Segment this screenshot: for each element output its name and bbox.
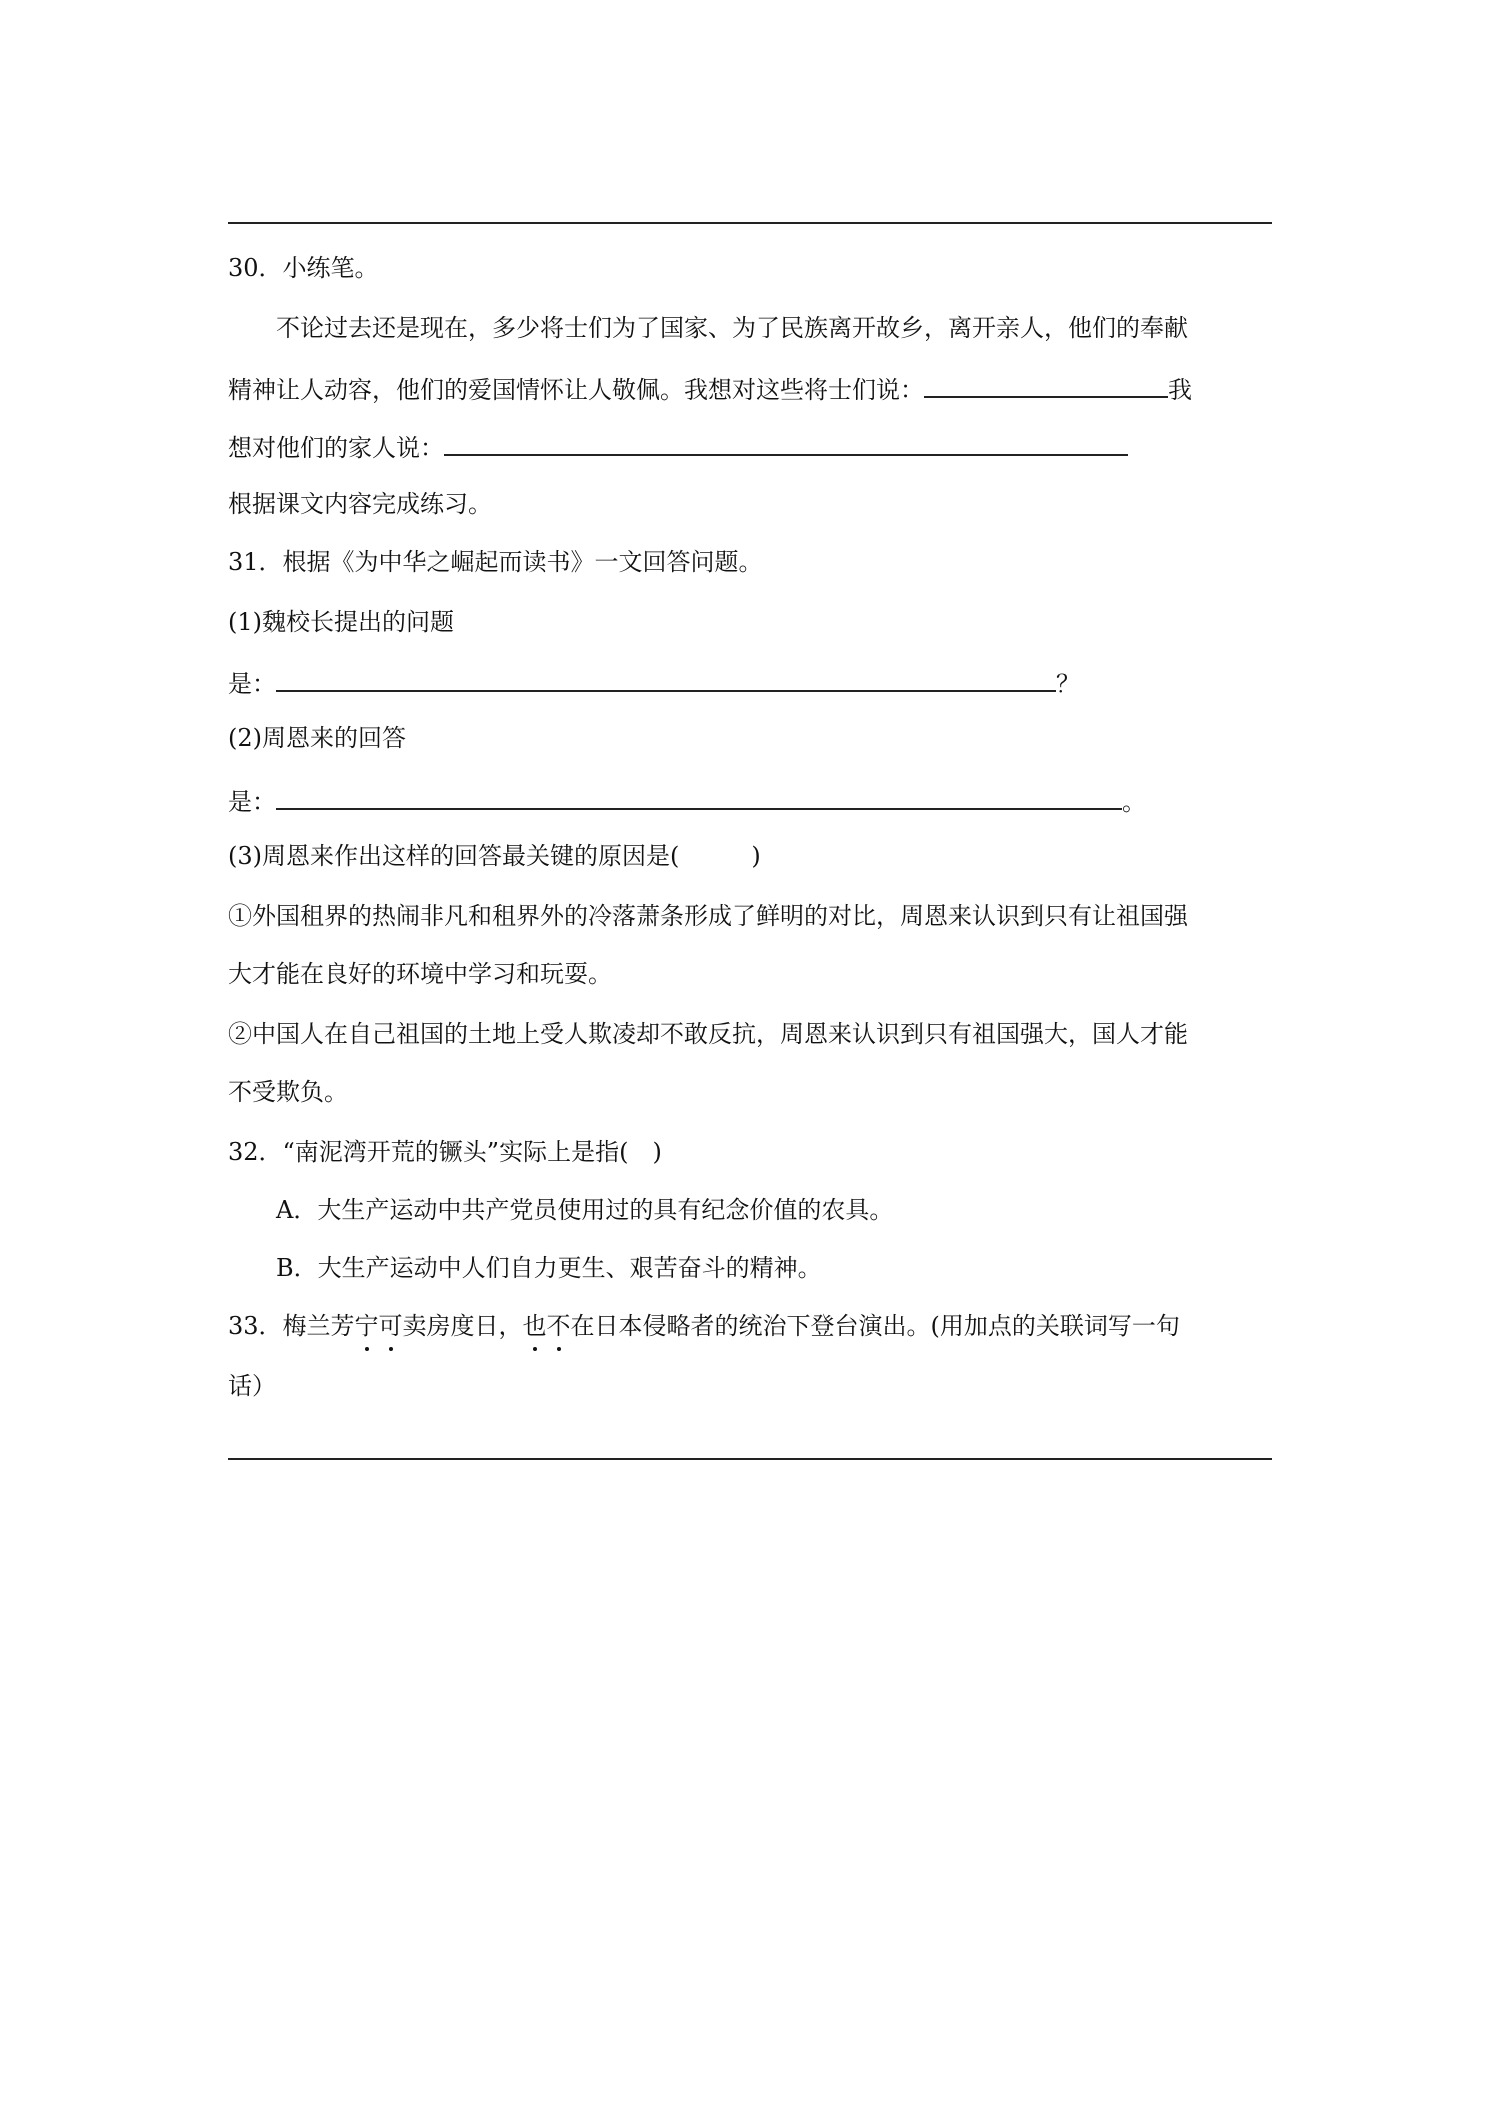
q31-option2-line2: 不受欺负。 — [228, 1078, 348, 1106]
q30-line2-text: 精神让人动容，他们的爱国情怀让人敬佩。我想对这些将士们说： — [228, 376, 924, 404]
q30-line2-tail: 我 — [1168, 376, 1192, 404]
q30-paragraph-line3 — [228, 428, 1272, 464]
q33-seg3: 在日本侵略者的统治下登台演出。(用加点的关联词写一句 — [570, 1312, 1180, 1340]
q31-option1-line1: ①外国租界的热闹非凡和租界外的冷落萧条形成了鲜明的对比，周恩来认识到只有让祖国强 — [228, 902, 1188, 930]
q32-question: 32．“南泥湾开荒的镢头”实际上是指( ) — [228, 1138, 662, 1166]
q31-sub2-answer — [228, 782, 1272, 818]
q33-seg1: 33．梅兰芳 — [228, 1312, 355, 1340]
q33-answer-line[interactable] — [228, 1458, 1272, 1460]
q31-sub2-label: (2)周恩来的回答 — [228, 724, 406, 752]
q30-line3-text: 想对他们的家人说： — [228, 434, 444, 462]
q33-dotted-char-3: 也 — [522, 1312, 547, 1340]
q31-sub2-answer-blank[interactable] — [276, 782, 1122, 810]
q30-paragraph-line2 — [228, 370, 1272, 406]
q30-title: 30．小练笔。 — [228, 254, 379, 282]
q31-sub1-answer — [228, 664, 1272, 700]
q31-option2-line1: ②中国人在自己祖国的土地上受人欺凌却不敢反抗，周恩来认识到只有祖国强大，国人才能 — [228, 1020, 1188, 1048]
q30-answer-blank-soldiers[interactable] — [924, 370, 1168, 398]
q33-seg2: 卖房度日， — [402, 1312, 523, 1340]
q33-question-line2: 话） — [228, 1372, 276, 1400]
q30-answer-blank-family[interactable] — [444, 428, 1128, 456]
q31-sub2-suffix: 。 — [1122, 788, 1146, 816]
q31-sub1-label: (1)魏校长提出的问题 — [228, 608, 454, 636]
q31-sub3-question: (3)周恩来作出这样的回答最关键的原因是( ) — [228, 842, 761, 870]
q33-dotted-char-4: 不 — [546, 1312, 571, 1340]
q33-dotted-char-1: 宁 — [354, 1312, 379, 1340]
q31-option1-line2: 大才能在良好的环境中学习和玩耍。 — [228, 960, 612, 988]
q31-sub1-suffix: ？ — [1056, 670, 1080, 698]
q30-paragraph-line1: 不论过去还是现在，多少将士们为了国家、为了民族离开故乡，离开亲人，他们的奉献 — [276, 314, 1188, 342]
q31-sub1-answer-blank[interactable] — [276, 664, 1056, 692]
q32-option-a[interactable]: A．大生产运动中共产党员使用过的具有纪念价值的农具。 — [276, 1196, 894, 1224]
q33-dotted-char-2: 可 — [378, 1312, 403, 1340]
section-intro: 根据课文内容完成练习。 — [228, 490, 492, 518]
q31-sub1-prefix: 是： — [228, 670, 276, 698]
q32-option-b[interactable]: B．大生产运动中人们自力更生、艰苦奋斗的精神。 — [276, 1254, 822, 1282]
q33-question-line1 — [228, 1310, 1272, 1342]
top-divider — [228, 222, 1272, 224]
q31-title: 31．根据《为中华之崛起而读书》一文回答问题。 — [228, 548, 763, 576]
q31-sub2-prefix: 是： — [228, 788, 276, 816]
